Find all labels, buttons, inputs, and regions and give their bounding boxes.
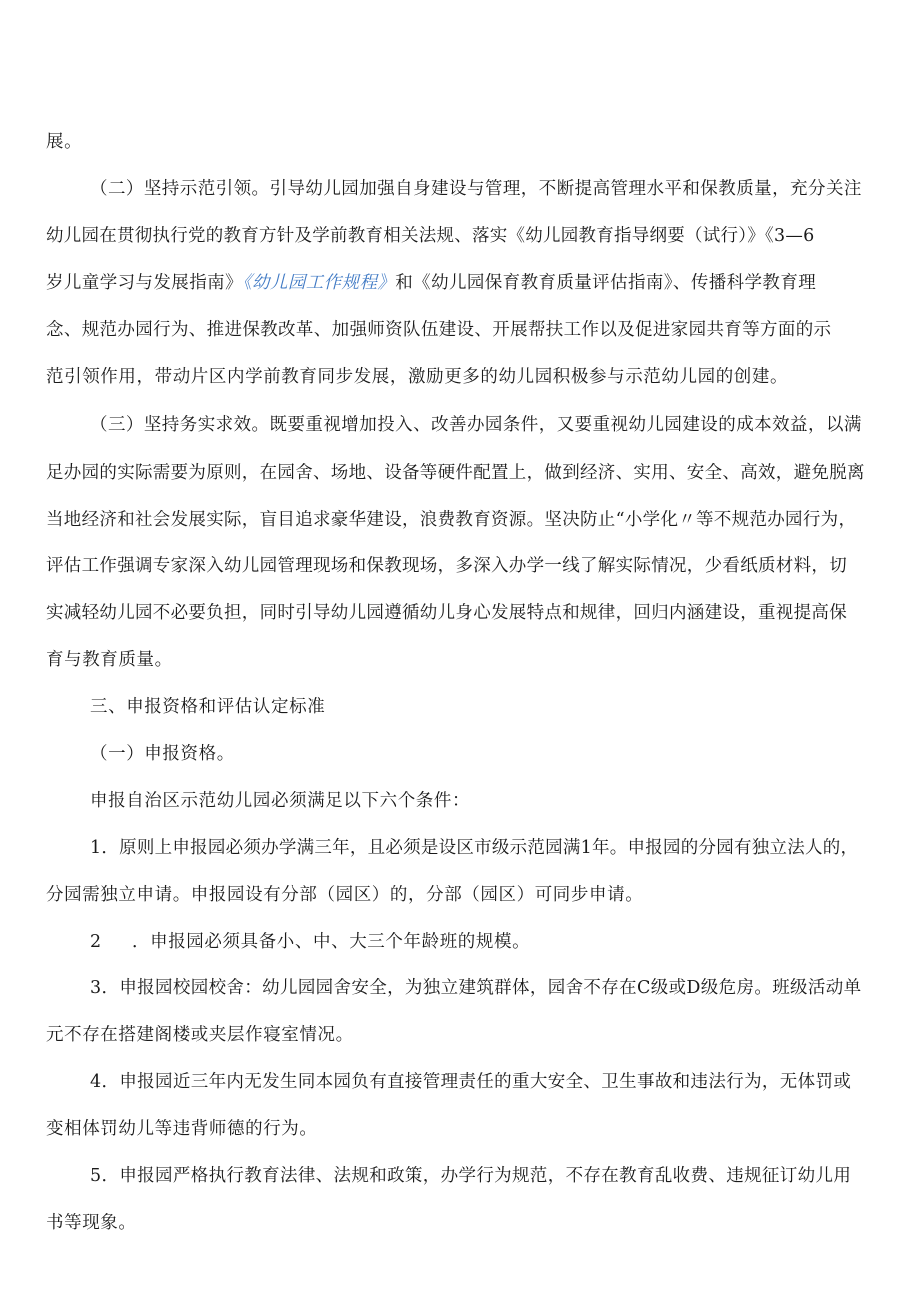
- paragraph-continuation: 展。: [46, 132, 83, 152]
- list-item-line: 书等现象。: [46, 1213, 137, 1233]
- section-heading: 三、申报资格和评估认定标准: [90, 697, 326, 717]
- list-item-line: 分园需独立申请。申报园设有分部（园区）的，分部（园区）可同步申请。: [46, 885, 644, 905]
- paragraph-line: 足办园的实际需要为原则，在园舍、场地、设备等硬件配置上，做到经济、实用、安全、高效，避免脱离: [46, 463, 865, 483]
- paragraph-line: 幼儿园在贯彻执行党的教育方针及学前教育相关法规、落实《幼儿园教育指导纲要（试行）》《3—6: [46, 226, 815, 246]
- list-item-line: ．申报园必须具备小、中、大三个年龄班的规模。: [132, 932, 531, 952]
- paragraph-line: 实减轻幼儿园不必要负担，同时引导幼儿园遵循幼儿身心发展特点和规律，回归内涵建设，重视提高保: [46, 603, 847, 623]
- paragraph-line: （二）坚持示范引领。引导幼儿园加强自身建设与管理，不断提高管理水平和保教质量，充分关注: [90, 179, 862, 199]
- list-item-line: 3．申报园校园校舍：幼儿园园舍安全，为独立建筑群体，园舍不存在C级或D级危房。班级活动单: [90, 978, 862, 998]
- list-item-line: 变相体罚幼儿等违背师德的行为。: [46, 1119, 318, 1139]
- list-item-line: 4．申报园近三年内无发生同本园负有直接管理责任的重大安全、卫生事故和违法行为，无体罚或: [90, 1072, 852, 1092]
- text-segment: 岁儿童学习与发展指南》: [46, 273, 243, 293]
- paragraph-line: 范引领作用，带动片区内学前教育同步发展，激励更多的幼儿园积极参与示范幼儿园的创建。: [46, 367, 789, 387]
- conditions-intro: 申报自治区示范幼儿园必须满足以下六个条件：: [90, 791, 471, 811]
- paragraph-line: 评估工作强调专家深入幼儿园管理现场和保教现场，多深入办学一线了解实际情况，少看纸质材料，切: [46, 556, 847, 576]
- paragraph-line: 念、规范办园行为、推进保教改革、加强师资队伍建设、开展帮扶工作以及促进家园共育等方面的示: [46, 320, 832, 340]
- paragraph-line: 育与教育质量。: [46, 650, 173, 670]
- list-item-line: 5．申报园严格执行教育法律、法规和政策，办学行为规范，不存在教育乱收费、违规征订幼儿用: [90, 1166, 852, 1186]
- list-item-number: 2: [90, 932, 102, 952]
- regulation-link[interactable]: 《幼儿园工作规程》: [242, 273, 396, 293]
- text-segment: 和《幼儿园保育教育质量评估指南》、传播科学教育理: [395, 273, 817, 293]
- paragraph-line: [46, 271, 816, 295]
- paragraph-line: 当地经济和社会发展实际，盲目追求豪华建设，浪费教育资源。坚决防止“小学化〃等不规范办园行为，: [46, 510, 857, 530]
- list-item-line: 1．原则上申报园必须办学满三年，且必须是设区市级示范园满1年。申报园的分园有独立法人的，: [90, 838, 859, 858]
- list-item-line: 元不存在搭建阁楼或夹层作寝室情况。: [46, 1025, 354, 1045]
- paragraph-line: （三）坚持务实求效。既要重视增加投入、改善办园条件，又要重视幼儿园建设的成本效益，以满: [90, 415, 862, 435]
- subsection-heading: （一）申报资格。: [90, 744, 235, 764]
